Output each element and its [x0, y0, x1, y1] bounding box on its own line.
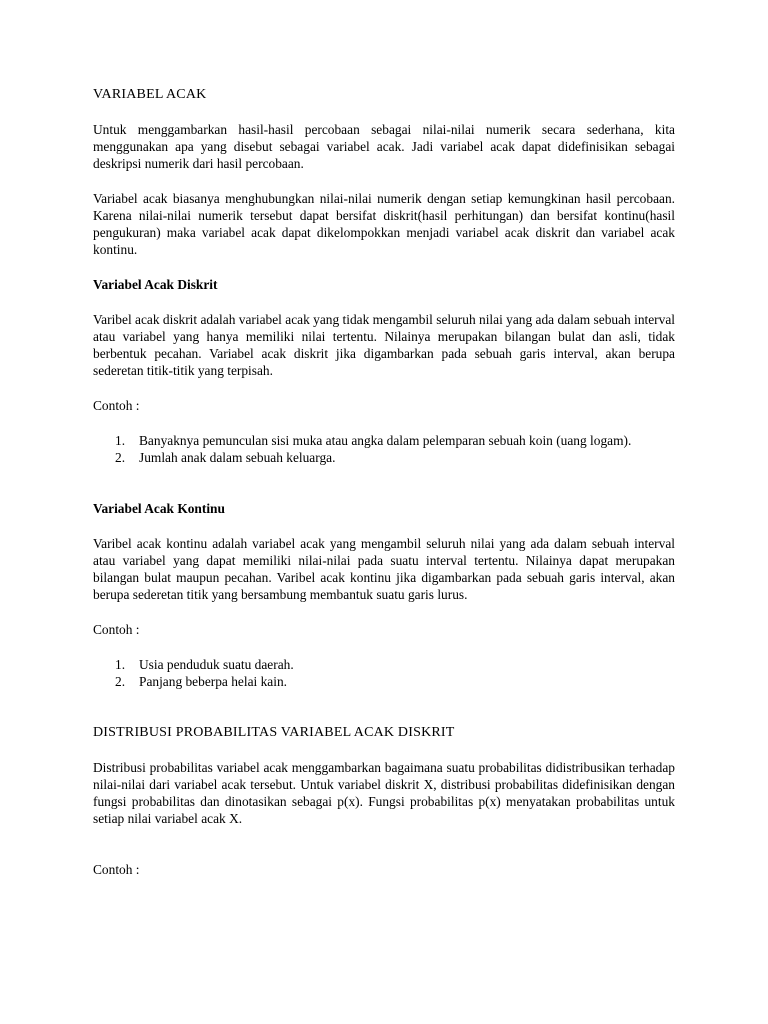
list-item	[93, 432, 675, 449]
kontinu-example-list	[93, 656, 675, 690]
list-item-text: Jumlah anak dalam sebuah keluarga.	[139, 450, 336, 465]
page-title: VARIABEL ACAK	[93, 87, 207, 102]
list-item	[93, 673, 675, 690]
list-number: 2.	[115, 450, 126, 465]
list-item-text: Panjang beberpa helai kain.	[139, 674, 287, 689]
intro-paragraph-1: Untuk menggambarkan hasil-hasil percobaan sebagai nilai-nilai numerik secara sederhana, kita menggunakan apa yang disebut sebagai variabel acak. Jadi variabel acak dapat didefinisikan sebagai deskripsi numerik dari hasil percobaan.	[93, 122, 675, 171]
distribusi-body: Distribusi probabilitas variabel acak menggambarkan bagaimana suatu probabilitas didistribusikan terhadap nilai-nilai dari variabel acak tersebut. Untuk variabel diskrit X, distribusi probabilitas didefinisikan dengan fungsi probabilitas dan dinotasikan sebagai p(x). Fungsi probabilitas p(x) menyatakan probabilitas untuk setiap nilai variabel acak X.	[93, 760, 675, 826]
kontinu-contoh-label: Contoh :	[93, 622, 140, 637]
kontinu-heading: Variabel Acak Kontinu	[93, 501, 225, 516]
distribusi-contoh-label: Contoh :	[93, 862, 140, 877]
diskrit-body: Varibel acak diskrit adalah variabel acak yang tidak mengambil seluruh nilai yang ada dalam sebuah interval atau variabel yang hanya memiliki nilai tertentu. Nilainya merupakan bilangan bulat dan asli, tidak berbentuk pecahan. Variabel acak diskrit jika digambarkan pada sebuah garis interval, akan berupa sederetan titik-titik yang terpisah.	[93, 312, 675, 378]
list-item-text: Banyaknya pemunculan sisi muka atau angka dalam pelemparan sebuah koin (uang logam).	[139, 433, 632, 448]
diskrit-heading: Variabel Acak Diskrit	[93, 277, 218, 292]
distribusi-heading: DISTRIBUSI PROBABILITAS VARIABEL ACAK DISKRIT	[93, 725, 455, 740]
diskrit-example-list	[93, 432, 675, 466]
intro-paragraph-2: Variabel acak biasanya menghubungkan nilai-nilai numerik dengan setiap kemungkinan hasil percobaan. Karena nilai-nilai numerik tersebut dapat bersifat diskrit(hasil perhitungan) dan bersifat kontinu(hasil pengukuran) maka variabel acak dapat dikelompokkan menjadi variabel acak diskrit dan variabel acak kontinu.	[93, 191, 675, 257]
kontinu-body: Varibel acak kontinu adalah variabel acak yang mengambil seluruh nilai yang ada dalam sebuah interval atau variabel yang dapat memiliki nilai-nilai pada suatu interval tertentu. Nilainya dapat merupakan bilangan bulat maupun pecahan. Varibel acak kontinu jika digambarkan pada sebuah garis interval, akan berupa sederetan titik yang bersambung membantuk suatu garis lurus.	[93, 536, 675, 602]
list-item-text: Usia penduduk suatu daerah.	[139, 657, 294, 672]
list-item	[93, 656, 675, 673]
diskrit-contoh-label: Contoh :	[93, 398, 140, 413]
list-number: 1.	[115, 433, 126, 448]
list-number: 2.	[115, 674, 126, 689]
list-item	[93, 449, 675, 466]
list-number: 1.	[115, 657, 126, 672]
document-page	[93, 86, 675, 878]
